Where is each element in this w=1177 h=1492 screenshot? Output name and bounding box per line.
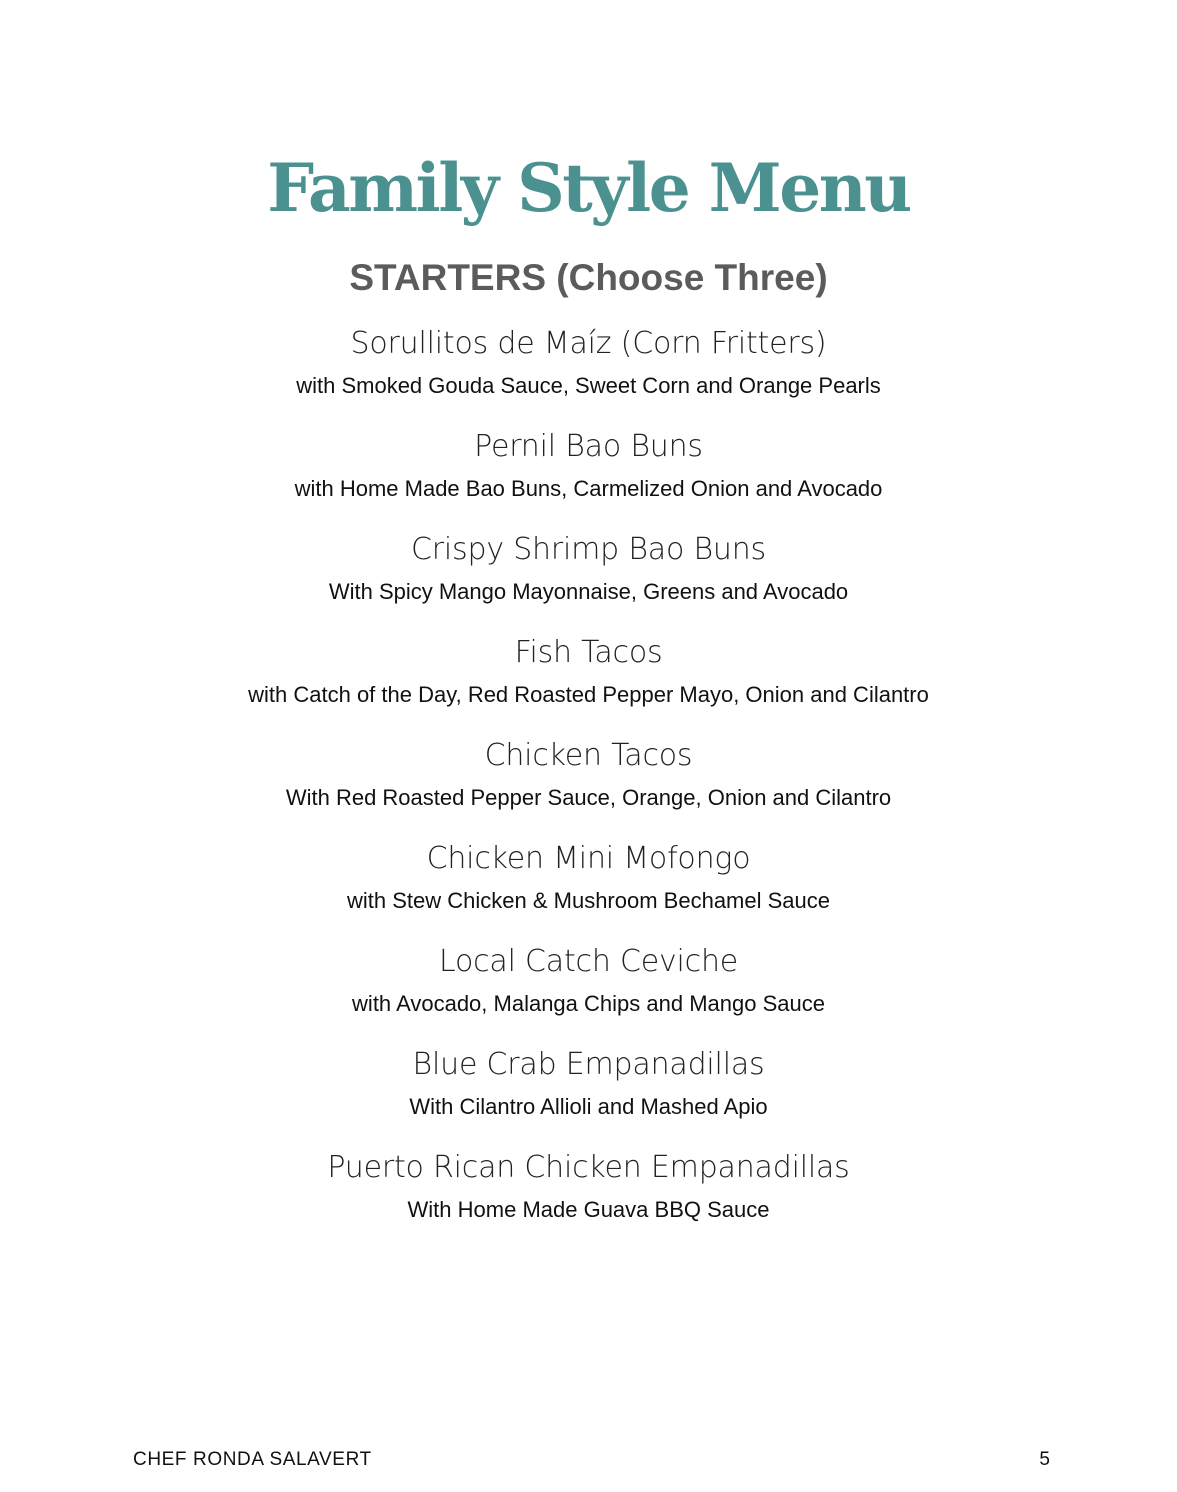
page-title: Family Style Menu (267, 149, 910, 227)
menu-item (0, 425, 1177, 528)
menu-item-description: with Avocado, Malanga Chips and Mango Sauce (352, 991, 825, 1016)
menu-item (0, 631, 1177, 734)
menu-item-description: with Catch of the Day, Red Roasted Pepper Mayo, Onion and Cilantro (248, 682, 929, 707)
menu-item (0, 322, 1177, 425)
menu-list (0, 322, 1177, 1249)
section-heading: STARTERS (Choose Three) (349, 257, 828, 298)
menu-item-description: with Smoked Gouda Sauce, Sweet Corn and Orange Pearls (296, 373, 881, 398)
menu-item-description: With Cilantro Allioli and Mashed Apio (409, 1094, 768, 1119)
menu-item-name: Puerto Rican Chicken Empanadillas (327, 1150, 850, 1185)
menu-item-name: Crispy Shrimp Bao Buns (411, 532, 766, 567)
menu-item-description: With Spicy Mango Mayonnaise, Greens and Avocado (328, 579, 849, 604)
menu-item-name: Sorullitos de Maíz (Corn Fritters) (350, 326, 827, 361)
menu-item (0, 837, 1177, 940)
menu-item (0, 1043, 1177, 1146)
menu-item-description: With Home Made Guava BBQ Sauce (407, 1197, 770, 1222)
menu-item-description: with Stew Chicken & Mushroom Bechamel Sauce (347, 888, 830, 913)
menu-item (0, 734, 1177, 837)
menu-item (0, 940, 1177, 1043)
footer-author: CHEF RONDA SALAVERT (133, 1449, 372, 1470)
menu-item (0, 1146, 1177, 1249)
menu-item-name: Fish Tacos (514, 635, 663, 670)
menu-item-name: Chicken Mini Mofongo (426, 841, 751, 876)
menu-item-description: With Red Roasted Pepper Sauce, Orange, Onion and Cilantro (285, 785, 892, 810)
menu-item-description: with Home Made Bao Buns, Carmelized Onion and Avocado (294, 476, 883, 501)
page-number: 5 (1039, 1449, 1050, 1470)
menu-item-name: Pernil Bao Buns (474, 429, 703, 464)
menu-item-name: Local Catch Ceviche (438, 944, 739, 979)
menu-item-name: Chicken Tacos (484, 738, 693, 773)
menu-item (0, 528, 1177, 631)
menu-item-name: Blue Crab Empanadillas (412, 1047, 765, 1082)
